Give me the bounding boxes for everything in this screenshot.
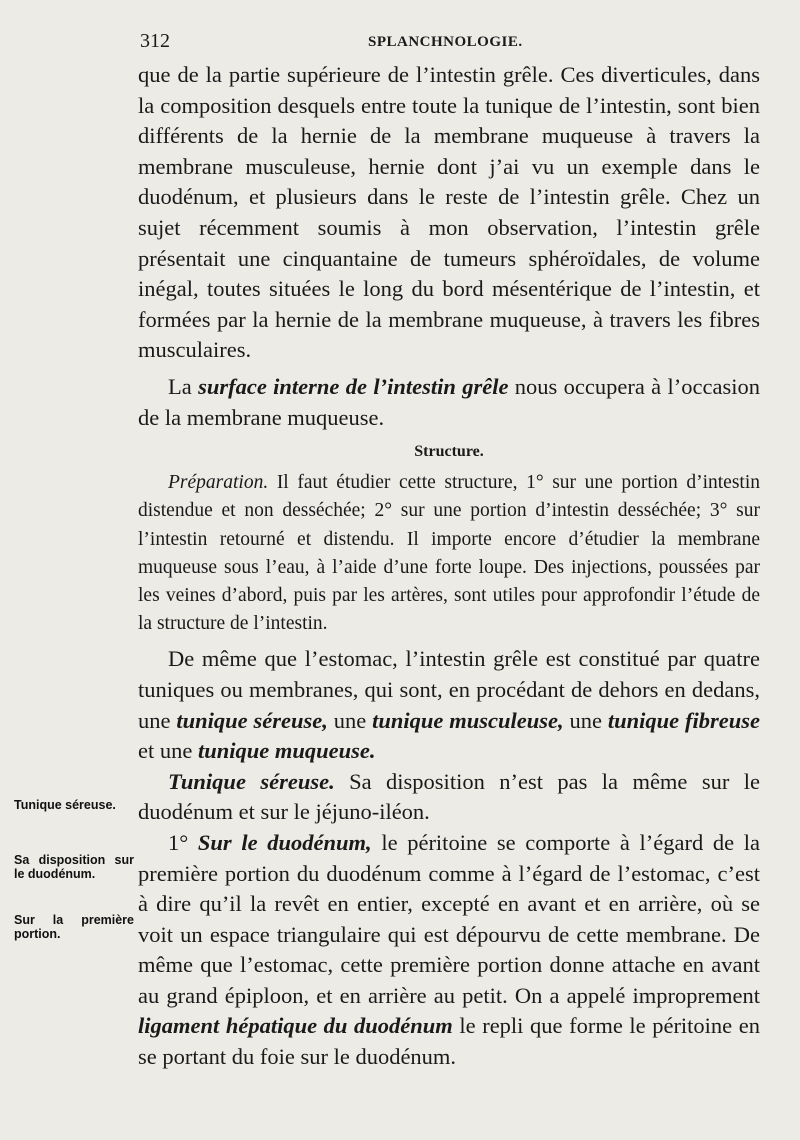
page-number: 312 [140, 30, 170, 52]
running-title: SPLANCHNOLOGIE. [368, 34, 523, 50]
text-span: Sa disposition n’est pas la même sur le duodénum et sur le jéjuno-iléon. [138, 768, 760, 825]
text-span: 1° [168, 829, 198, 855]
paragraph-diverticules: que de la partie supérieure de l’intestin grêle. Ces diverticules, dans la composition desquels entre toute la tunique de l’intestin, sont bien différents de la hernie de la membrane muqueuse à travers la membrane musculeuse, hernie dont j’ai vu un exemple dans le duodénum, et plusieurs dans le reste de l’intestin grêle. Chez un sujet récemment soumis à mon observation, l’intestin grêle présentait une cinquantaine de tumeurs sphéroïdales, de volume inégal, toutes situées le long du bord mésentérique de l’intestin, et formées par la hernie de la membrane muqueuse, à travers les fibres musculaires. [138, 62, 760, 363]
text-span: et une [138, 738, 198, 764]
emphasis-tunique-sereuse-heading: Tunique séreuse. [168, 768, 335, 794]
emphasis-ligament-hepatique: ligament hépatique du duodénum [138, 1013, 453, 1039]
emphasis-tunique-sereuse: tunique séreuse, [176, 707, 328, 733]
text-span: le péritoine se comporte à l’égard de la première portion du duodénum comme à l’égard de l’estomac, c’est à dire qu’il la revêt en entier, excepté en avant et en arrière, où se voit un espace triangulaire qui est dépourvu de cette membrane. De même que l’estomac, cette première portion donne attache en avant au grand épiploon, et en arrière au petit. On a appelé improprement [138, 829, 760, 1008]
page-header [140, 30, 760, 56]
text-span: nous occupera à l’occasion de la membrane muqueuse. [138, 373, 760, 430]
emphasis-tunique-muqueuse: tunique muqueuse. [197, 738, 376, 764]
text-span: De même que l’estomac, l’intestin grêle est constitué par quatre tuniques ou membranes, qui sont, en procédant de dehors en dedans, une [138, 646, 760, 733]
text-span: le repli que forme le péritoine en se portant du foie sur le duodénum. [138, 1013, 760, 1070]
paragraph-surface-interne [138, 372, 760, 433]
text-span: La [168, 373, 199, 399]
paragraph-duodenum [138, 828, 760, 1073]
margin-note-premiere-portion: Sur la première portion. [14, 913, 134, 941]
margin-note-tunique-sereuse: Tunique séreuse. [14, 798, 116, 812]
emphasis-sur-le-duodenum: Sur le duodénum, [197, 829, 372, 855]
emphasis-tunique-musculeuse: tunique musculeuse, [372, 707, 564, 733]
main-text [138, 60, 760, 1073]
emphasis-surface-interne: surface interne de l’intestin grêle [198, 373, 509, 399]
emphasis-preparation: Préparation. [168, 472, 269, 494]
text-span: une [327, 707, 373, 733]
paragraph-tuniques [138, 644, 760, 766]
emphasis-tunique-fibreuse: tunique fibreuse [607, 707, 760, 733]
section-heading-structure: Structure. [414, 443, 484, 461]
text-span: une [563, 707, 608, 733]
text-span: Il faut étudier cette structure, 1° sur une portion d’intestin distendue et non desséchée; 2° sur une portion d’intestin desséchée; 3° sur l’intestin retourné et distendu. Il importe encore d’étudier la membrane muqueuse sous l’eau, à l’aide d’une forte loupe. Des injections, poussées par les veines d’abord, puis par les artères, sont utiles pour approfondir l’étude de la structure de l’intestin. [138, 472, 760, 635]
paragraph-preparation [138, 469, 760, 638]
paragraph-tunique-sereuse [138, 767, 760, 828]
margin-note-disposition-duodenum: Sa disposition sur le duodénum. [14, 853, 134, 881]
